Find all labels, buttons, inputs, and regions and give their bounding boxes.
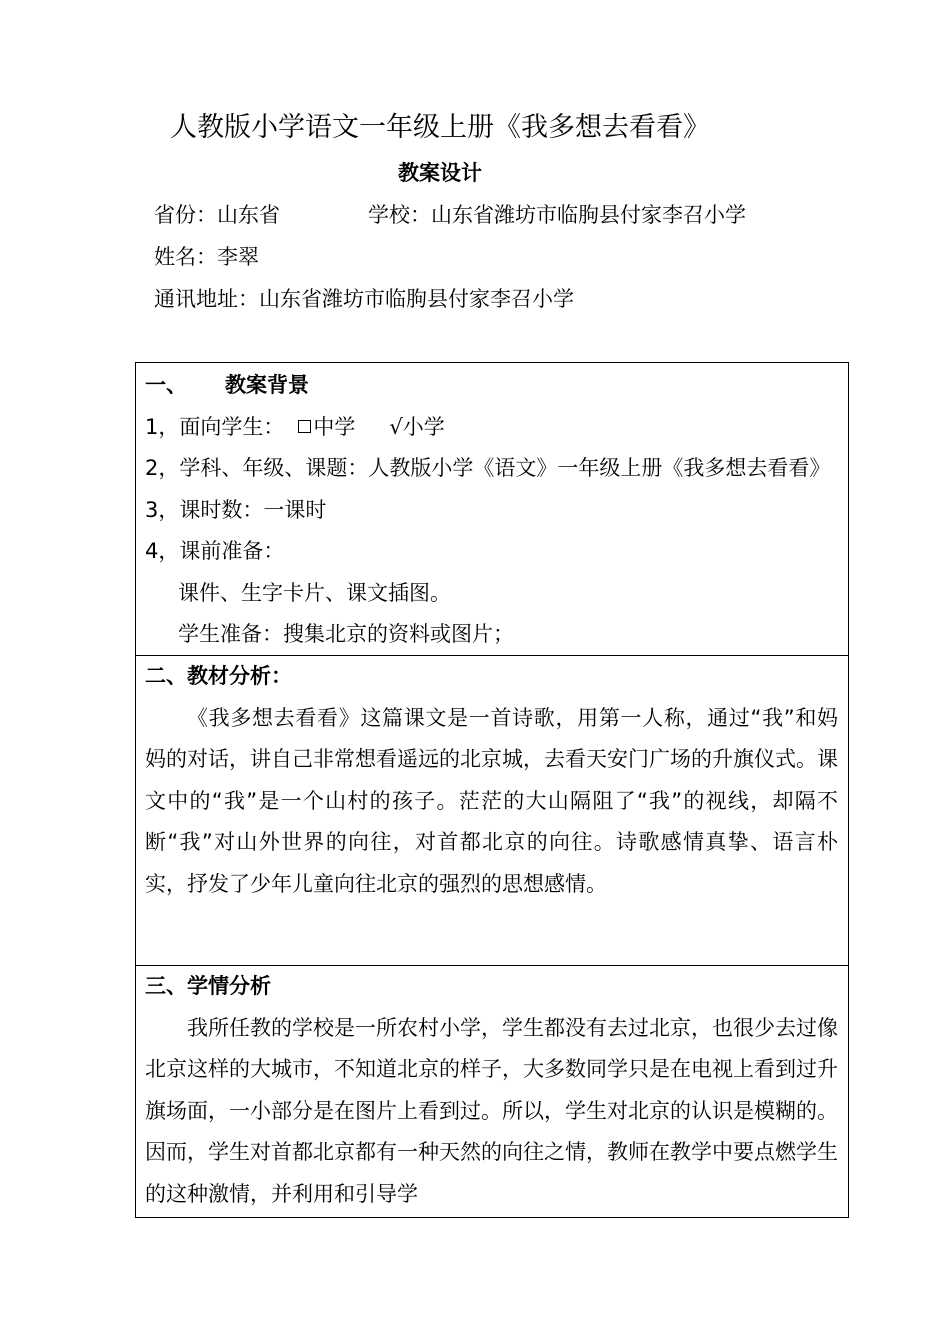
item-label: 1，面向学生： (145, 414, 285, 439)
empty-checkbox-icon (298, 420, 311, 433)
section-student-heading: 三、学情分析 (145, 974, 271, 998)
heading-text: 教案背景 (225, 373, 309, 397)
info-province: 省份：山东省 (154, 203, 280, 227)
info-address: 通讯地址：山东省潍坊市临朐县付家李召小学 (154, 287, 574, 311)
section-material-body: 《我多想去看看》这篇课文是一首诗歌，用第一人称，通过“我”和妈妈的对话，讲自己非常想看遥远的北京城，去看天安门广场的升旗仪式。课文中的“我”是一个山村的孩子。茫茫的大山隔阻了“我”的视线，却隔不断“我”对山外世界的向往，对首都北京的向往。诗歌感情真挚、语言朴实，抒发了少年儿童向往北京的强烈的思想感情。 (145, 705, 838, 896)
item-lesson-count: 3，课时数：一课时 (145, 497, 327, 522)
option-middle-school: 中学 (313, 414, 356, 439)
section-background (136, 363, 848, 656)
prep-student: 学生准备：搜集北京的资料或图片； (178, 622, 514, 646)
option-primary-school: 小学 (402, 414, 445, 439)
heading-number: 一、 (145, 373, 187, 397)
checkmark-icon: √ (389, 414, 403, 439)
lesson-plan-table (135, 362, 849, 1218)
item-preparation: 4，课前准备： (145, 539, 285, 563)
prep-teacher: 课件、生字卡片、课文插图。 (178, 580, 451, 605)
info-name: 姓名：李翠 (154, 245, 259, 269)
item-target-students (145, 407, 838, 449)
item-subject: 2，学科、年级、课题：人教版小学《语文》一年级上册《我多想去看看》 (145, 456, 831, 480)
section-material-heading: 二、教材分析： (145, 664, 292, 688)
document-title: 人教版小学语文一年级上册《我多想去看看》 (170, 112, 710, 143)
section-student-analysis (136, 966, 848, 1216)
section-student-body: 我所任教的学校是一所农村小学，学生都没有去过北京，也很少去过像北京这样的大城市，不知道北京的样子，大多数同学只是在电视上看到过升旗场面，一小部分是在图片上看到过。所以，学生对北京的认识是模糊的。因而，学生对首都北京都有一种天然的向往之情，教师在教学中要点燃学生的这种激情，并利用和引导学 (145, 1015, 838, 1206)
info-school: 学校：山东省潍坊市临朐县付家李召小学 (368, 203, 746, 227)
section-material-analysis (136, 656, 848, 966)
section-background-heading (145, 365, 838, 407)
document-subtitle: 教案设计 (398, 161, 482, 185)
